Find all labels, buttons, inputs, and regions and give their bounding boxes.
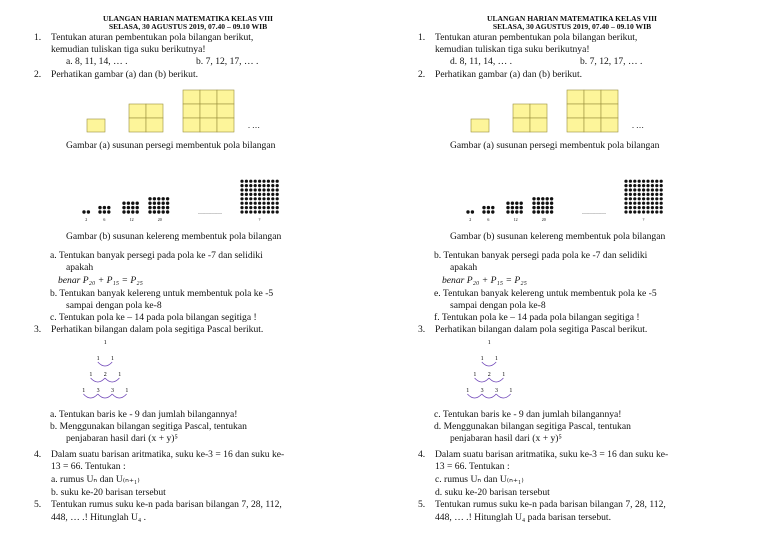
question-5-text: 448, … .! Hitunglah U₄ . (51, 512, 147, 523)
square-pattern-2 (513, 104, 547, 132)
pascal-arc (98, 394, 112, 398)
question-number: 4. (418, 449, 426, 460)
question-2-item-b: b. Tentukan banyak kelereng untuk membentuk pola ke -5 (50, 288, 274, 299)
exam-title: ULANGAN HARIAN MATEMATIKA KELAS VIII (102, 14, 274, 23)
question-1-item-a: a. 8, 11, 14, … . (66, 56, 128, 67)
pascal-number: 1 (480, 356, 484, 362)
question-4-text: Dalam suatu barisan aritmatika, suku ke-3 = 16 dan suku ke- (51, 449, 285, 460)
question-1-text: kemudian tuliskan tiga suku berikutnya! (51, 44, 206, 55)
question-number: 3. (34, 324, 42, 335)
square-pattern-1 (87, 119, 105, 132)
question-2-item-b: e. Tentukan banyak kelereng untuk membentuk pola ke -5 (434, 288, 657, 299)
pascal-number: 1 (487, 340, 491, 346)
question-5-text: 448, … .! Hitunglah U₄ pada barisan tersebut. (435, 512, 611, 523)
question-number: 1. (34, 32, 42, 43)
question-number: 3. (418, 324, 426, 335)
marble-pattern-4 (532, 197, 553, 214)
question-2-item-c: c. Tentukan pola ke – 14 pada pola bilangan segitiga ! (50, 312, 257, 323)
pascal-number: 1 (125, 388, 129, 394)
question-number: 1. (418, 32, 426, 43)
marble-pattern-label: 12 (129, 217, 134, 222)
pascal-arc (105, 378, 119, 382)
pascal-arc (475, 378, 489, 382)
marble-pattern-label: 2 (469, 217, 472, 222)
figure-a-caption: Gambar (a) susunan persegi membentuk pola bilangan (66, 140, 276, 151)
question-4-item-b: d. suku ke-20 barisan tersebut (435, 487, 550, 498)
marble-pattern-label: 2 (85, 217, 88, 222)
pascal-triangle (82, 336, 165, 408)
pascal-number: 1 (502, 372, 506, 378)
question-2-item-a-equation: benar P₂₀ + P₁₅ = P₂₅ (58, 275, 143, 286)
marble-pattern-4 (148, 197, 169, 214)
pascal-number: 1 (466, 388, 470, 394)
question-3-item-b: penjabaran hasil dari (x + y)⁵ (450, 433, 562, 444)
pascal-number: 3 (480, 388, 484, 394)
question-1-item-b: b. 7, 12, 17, … . (196, 56, 259, 67)
question-1-text: Tentukan aturan pembentukan pola bilangan berikut, (435, 32, 638, 43)
marble-pattern-1 (466, 210, 474, 213)
question-2-text: Perhatikan gambar (a) dan (b) berikut. (51, 69, 199, 80)
pascal-number: 3 (111, 388, 114, 394)
question-2-text: Perhatikan gambar (a) dan (b) berikut. (435, 69, 583, 80)
figure-b-caption: Gambar (b) susunan kelereng membentuk pola bilangan (450, 231, 666, 242)
marble-pattern-5 (624, 180, 662, 214)
question-2-item-a-equation: benar P₂₀ + P₁₅ = P₂₅ (442, 275, 527, 286)
question-2-item-a: apakah (450, 262, 478, 273)
pascal-arc (489, 378, 503, 382)
figure-b-caption: Gambar (b) susunan kelereng membentuk pola bilangan (66, 231, 282, 242)
question-3-item-a: a. Tentukan baris ke - 9 dan jumlah bilangannya! (50, 409, 238, 420)
question-number: 2. (418, 69, 426, 80)
pascal-number: 1 (473, 372, 477, 378)
exam-date: SELASA, 30 AGUSTUS 2019, 07.40 – 09.10 WIB (492, 22, 652, 31)
question-3-text: Perhatikan bilangan dalam pola segitiga Pascal berikut. (51, 324, 264, 335)
pascal-arc (482, 362, 496, 366)
question-2-item-a: b. Tentukan banyak persegi pada pola ke -7 dan selidiki (434, 250, 648, 261)
pascal-number: 3 (96, 388, 100, 394)
question-2-item-a: apakah (66, 262, 94, 273)
question-5-text: Tentukan rumus suku ke-n pada barisan bilangan 7, 28, 112, (51, 499, 282, 510)
pascal-number: 1 (103, 340, 107, 346)
pascal-arc (467, 394, 481, 398)
pascal-triangle (466, 336, 549, 408)
pascal-number: 1 (509, 388, 513, 394)
pascal-number: 2 (487, 372, 491, 378)
question-3-text: Perhatikan bilangan dalam pola segitiga Pascal berikut. (435, 324, 648, 335)
question-4-item-a: c. rumus Uₙ dan U₍ₙ₊₁₎ (435, 474, 524, 485)
exam-title: ULANGAN HARIAN MATEMATIKA KELAS VIII (486, 14, 658, 23)
pascal-arc (98, 362, 112, 366)
question-2-item-a: a. Tentukan banyak persegi pada pola ke -7 dan selidiki (50, 250, 263, 261)
square-pattern-figure (80, 88, 300, 134)
square-pattern-figure (464, 88, 684, 134)
pascal-number: 1 (89, 372, 93, 378)
marble-pattern-2 (482, 206, 494, 214)
question-number: 4. (34, 449, 42, 460)
question-2-item-c: f. Tentukan pola ke – 14 pada pola bilangan segitiga ! (434, 312, 640, 323)
question-5-text: Tentukan rumus suku ke-n pada barisan bilangan 7, 28, 112, (435, 499, 666, 510)
question-4-text: Dalam suatu barisan aritmatika, suku ke-3 = 16 dan suku ke- (435, 449, 669, 460)
marble-pattern-label: ? (642, 217, 645, 222)
question-number: 2. (34, 69, 42, 80)
question-2-item-b: sampai dengan pola ke-8 (66, 300, 162, 311)
marble-pattern-label: ? (258, 217, 261, 222)
question-3-item-b: penjabaran hasil dari (x + y)⁵ (66, 433, 178, 444)
question-4-text: 13 = 66. Tentukan : (435, 461, 510, 472)
figure-a-caption: Gambar (a) susunan persegi membentuk pola bilangan (450, 140, 660, 151)
pascal-arc (112, 394, 126, 398)
question-3-item-b: b. Menggunakan bilangan segitiga Pascal, tentukan (50, 421, 247, 432)
question-1-item-b: b. 7, 12, 17, … . (580, 56, 643, 67)
question-4-item-a: a. rumus Uₙ dan U₍ₙ₊₁₎ (51, 474, 140, 485)
pascal-number: 1 (111, 356, 114, 362)
marble-pattern-label: 20 (541, 217, 546, 222)
marble-pattern-label: 6 (103, 217, 106, 222)
exam-date: SELASA, 30 AGUSTUS 2019, 07.40 – 09.10 WIB (108, 22, 268, 31)
question-3-item-b: d. Menggunakan bilangan segitiga Pascal, tentukan (434, 421, 631, 432)
marble-pattern-ellipsis: ………… (582, 210, 606, 216)
marble-pattern-2 (98, 206, 110, 214)
pascal-number: 1 (118, 372, 122, 378)
pascal-number: 1 (495, 356, 498, 362)
marble-pattern-5 (240, 180, 278, 214)
marble-pattern-figure (80, 160, 310, 226)
pascal-arc (83, 394, 97, 398)
pascal-number: 2 (103, 372, 107, 378)
marble-pattern-3 (122, 202, 139, 214)
square-pattern-ellipsis: . … (632, 121, 644, 130)
pascal-number: 1 (96, 356, 100, 362)
pascal-arc (496, 394, 510, 398)
question-3-item-a: c. Tentukan baris ke - 9 dan jumlah bilangannya! (434, 409, 622, 420)
marble-pattern-label: 12 (513, 217, 518, 222)
question-1-item-a: d. 8, 11, 14, … . (450, 56, 513, 67)
marble-pattern-3 (506, 202, 523, 214)
exam-sheet-right (384, 0, 768, 543)
marble-pattern-1 (82, 210, 90, 213)
question-2-item-b: sampai dengan pola ke-8 (450, 300, 546, 311)
marble-pattern-label: 20 (157, 217, 162, 222)
question-number: 5. (418, 499, 426, 510)
question-1-text: kemudian tuliskan tiga suku berikutnya! (435, 44, 590, 55)
pascal-number: 1 (82, 388, 86, 394)
square-pattern-2 (129, 104, 163, 132)
question-4-text: 13 = 66. Tentukan : (51, 461, 126, 472)
pascal-arc (482, 394, 496, 398)
marble-pattern-figure (464, 160, 694, 226)
question-1-text: Tentukan aturan pembentukan pola bilangan berikut, (51, 32, 254, 43)
marble-pattern-ellipsis: ………… (198, 210, 222, 216)
marble-pattern-label: 6 (487, 217, 490, 222)
square-pattern-1 (471, 119, 489, 132)
question-number: 5. (34, 499, 42, 510)
square-pattern-3 (567, 90, 618, 132)
question-4-item-b: b. suku ke-20 barisan tersebut (51, 487, 166, 498)
square-pattern-3 (183, 90, 234, 132)
pascal-arc (91, 378, 105, 382)
pascal-number: 3 (495, 388, 498, 394)
square-pattern-ellipsis: . … (248, 121, 260, 130)
